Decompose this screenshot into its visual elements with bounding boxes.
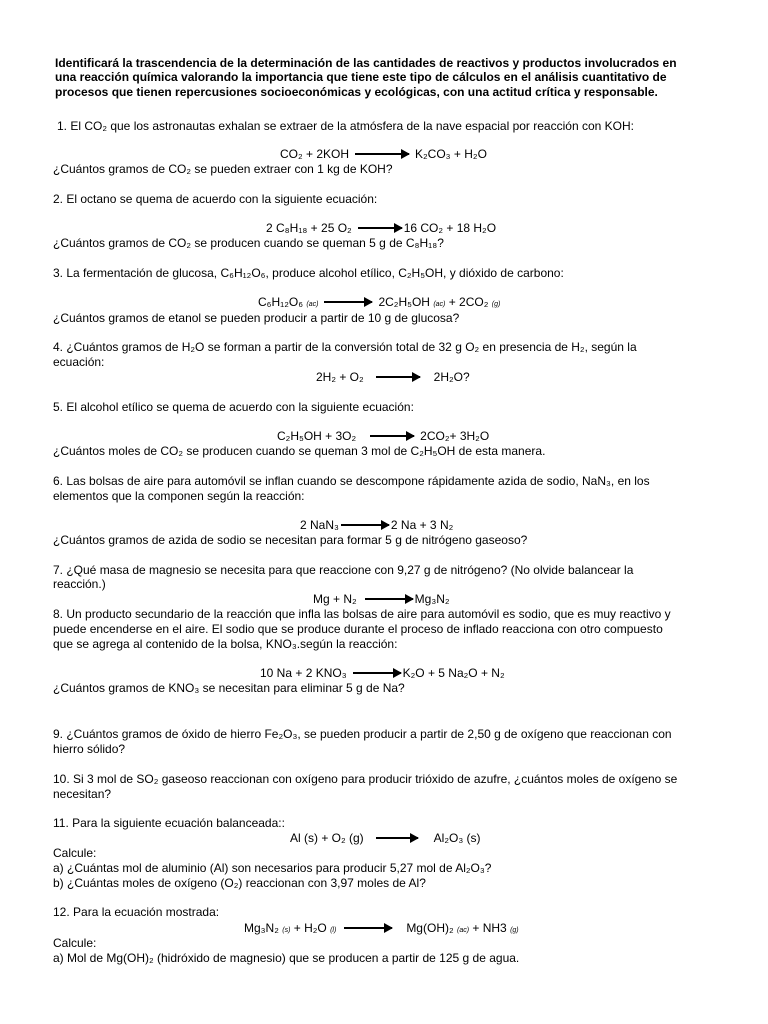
equation-reactants: CO₂ + 2KOH: [280, 147, 350, 161]
state-label: (ac): [456, 927, 470, 934]
problem-11-part-b: b) ¿Cuántas moles de oxígeno (O₂) reaccionan con 3,97 moles de Al?: [53, 876, 426, 890]
equation-products: Mg(OH)₂: [406, 921, 454, 935]
equation-reactants-b: + H₂O: [290, 921, 327, 935]
problem-1-text: 1. El CO₂ que los astronautas exhalan se extraer de la atmósfera de la nave espacial por reacción con KOH:: [57, 119, 634, 133]
problem-8-text-1: 8. Un producto secundario de la reacción que infla las bolsas de aire para automóvil es sodio, que es muy reactivo y: [53, 607, 671, 621]
problem-8-equation: [260, 666, 505, 680]
problem-7-text-1: 7. ¿Qué masa de magnesio se necesita para que reaccione con 9,27 g de nitrógeno? (No olvide balancear la: [53, 563, 634, 577]
state-label: (s): [282, 927, 291, 934]
problem-6-equation: [300, 518, 453, 532]
equation-reactants: Al (s) + O₂ (g): [290, 831, 364, 845]
problem-3-equation: [258, 295, 500, 312]
reaction-arrow-icon: [344, 927, 392, 929]
problem-12-text: 12. Para la ecuación mostrada:: [53, 905, 220, 919]
state-label: (g): [510, 927, 519, 934]
problem-5-equation: [277, 429, 489, 443]
problem-11-calcule: Calcule:: [53, 846, 97, 860]
equation-products: 2C₂H₅OH: [378, 295, 430, 309]
equation-reactants: Mg₃N₂: [244, 921, 279, 935]
problem-9-text-1: 9. ¿Cuántos gramos de óxido de hierro Fe₂O₃, se pueden producir a partir de 2,50 g de oxígeno que reaccionan con: [53, 727, 672, 741]
problem-4-text-2: ecuación:: [53, 355, 105, 369]
problem-9-text-2: hierro sólido?: [53, 742, 126, 756]
problem-2-equation: [266, 221, 496, 235]
problem-8-question: ¿Cuántos gramos de KNO₃ se necesitan para eliminar 5 g de Na?: [53, 681, 405, 695]
reaction-arrow-icon: [358, 227, 402, 229]
problem-5-text: 5. El alcohol etílico se quema de acuerdo con la siguiente ecuación:: [53, 400, 414, 414]
equation-products: Mg₃N₂: [414, 592, 450, 606]
objective-line-1: Identificará la trascendencia de la determinación de las cantidades de reactivos y productos involucrados en: [55, 56, 677, 70]
equation-reactants: 2 C₈H₁₈ + 25 O₂: [266, 221, 352, 235]
equation-products-b: + NH3: [469, 921, 507, 935]
problem-8-text-3: que se agrega al contenido de la bolsa, KNO₃.según la reacción:: [53, 637, 398, 651]
equation-reactants: C₂H₅OH + 3O₂: [277, 429, 357, 443]
objective-line-3: procesos que tienen repercusiones socioeconómicas y ecológicas, con una actitud crítica y responsable.: [55, 85, 658, 99]
problem-1-equation: [280, 147, 487, 161]
equation-products-b: + 2CO₂: [445, 295, 489, 309]
state-label: (ac): [306, 301, 319, 308]
problem-7-equation: [313, 592, 450, 606]
objective-line-2: una reacción química valorando la importancia que tiene este tipo de cálculos en el análisis cuantitativo de: [55, 70, 667, 84]
problem-3-text: 3. La fermentación de glucosa, C₆H₁₂O₆, produce alcohol etílico, C₂H₅OH, y dióxido de carbono:: [53, 266, 564, 280]
reaction-arrow-icon: [370, 435, 414, 437]
equation-products: K₂O + 5 Na₂O + N₂: [402, 666, 505, 680]
problem-4-equation: [316, 370, 470, 384]
problem-6-text-1: 6. Las bolsas de aire para automóvil se inflan cuando se descompone rápidamente azida de sodio, NaN₃, en los: [53, 474, 650, 488]
problem-1-question: ¿Cuántos gramos de CO₂ se pueden extraer con 1 kg de KOH?: [53, 162, 393, 176]
reaction-arrow-icon: [376, 376, 420, 378]
equation-reactants: C₆H₁₂O₆: [258, 295, 304, 309]
equation-reactants: 2H₂ + O₂: [316, 370, 364, 384]
problem-2-text: 2. El octano se quema de acuerdo con la siguiente ecuación:: [53, 192, 378, 206]
problem-11-text: 11. Para la siguiente ecuación balanceada::: [53, 816, 285, 830]
reaction-arrow-icon: [324, 301, 372, 303]
problem-4-text-1: 4. ¿Cuántos gramos de H₂O se forman a partir de la conversión total de 32 g O₂ en presencia de H₂, según la: [53, 340, 637, 354]
equation-reactants: 10 Na + 2 KNO₃: [260, 666, 347, 680]
state-label: (l): [330, 927, 337, 934]
state-label: (ac): [433, 301, 446, 308]
problem-6-question: ¿Cuántos gramos de azida de sodio se necesitan para formar 5 g de nitrógeno gaseoso?: [53, 533, 528, 547]
reaction-arrow-icon: [355, 153, 409, 155]
problem-3-question: ¿Cuántos gramos de etanol se pueden producir a partir de 10 g de glucosa?: [53, 311, 460, 325]
problem-12-equation: [244, 921, 519, 938]
problem-5-question: ¿Cuántos moles de CO₂ se producen cuando se queman 3 mol de C₂H₅OH de esta manera.: [53, 444, 546, 458]
equation-products: 16 CO₂ + 18 H₂O: [403, 221, 497, 235]
equation-products: K₂CO₃ + H₂O: [415, 147, 487, 161]
problem-10-text-1: 10. Si 3 mol de SO₂ gaseoso reaccionan con oxígeno para producir trióxido de azufre, ¿cuántos moles de oxígeno se: [53, 772, 678, 786]
problem-8-text-2: puede encenderse en el aire. El sodio que se produce durante el proceso de inflado reacciona con otro compuesto: [53, 622, 663, 636]
reaction-arrow-icon: [365, 598, 413, 600]
problem-11-equation: [290, 831, 481, 845]
reaction-arrow-icon: [341, 524, 389, 526]
reaction-arrow-icon: [376, 837, 418, 839]
problem-6-text-2: elementos que la componen según la reacción:: [53, 489, 305, 503]
equation-products: 2 Na + 3 N₂: [390, 518, 454, 532]
equation-products: Al₂O₃ (s): [433, 831, 481, 845]
equation-products: 2H₂O?: [433, 370, 470, 384]
problem-12-part-a: a) Mol de Mg(OH)₂ (hidróxido de magnesio) que se producen a partir de 125 g de agua.: [53, 951, 520, 965]
problem-10-text-2: necesitan?: [53, 787, 112, 801]
problem-12-calcule: Calcule:: [53, 936, 97, 950]
equation-products: 2CO₂+ 3H₂O: [420, 429, 490, 443]
reaction-arrow-icon: [353, 672, 401, 674]
problem-11-part-a: a) ¿Cuántas mol de aluminio (Al) son necesarios para producir 5,27 mol de Al₂O₃?: [53, 861, 492, 875]
state-label: (g): [491, 301, 501, 308]
equation-reactants: Mg + N₂: [313, 592, 357, 606]
problem-7-text-2: reacción.): [53, 577, 106, 591]
problem-2-question: ¿Cuántos gramos de CO₂ se producen cuando se queman 5 g de C₈H₁₈?: [53, 236, 444, 250]
equation-reactants: 2 NaN₃: [300, 518, 339, 532]
